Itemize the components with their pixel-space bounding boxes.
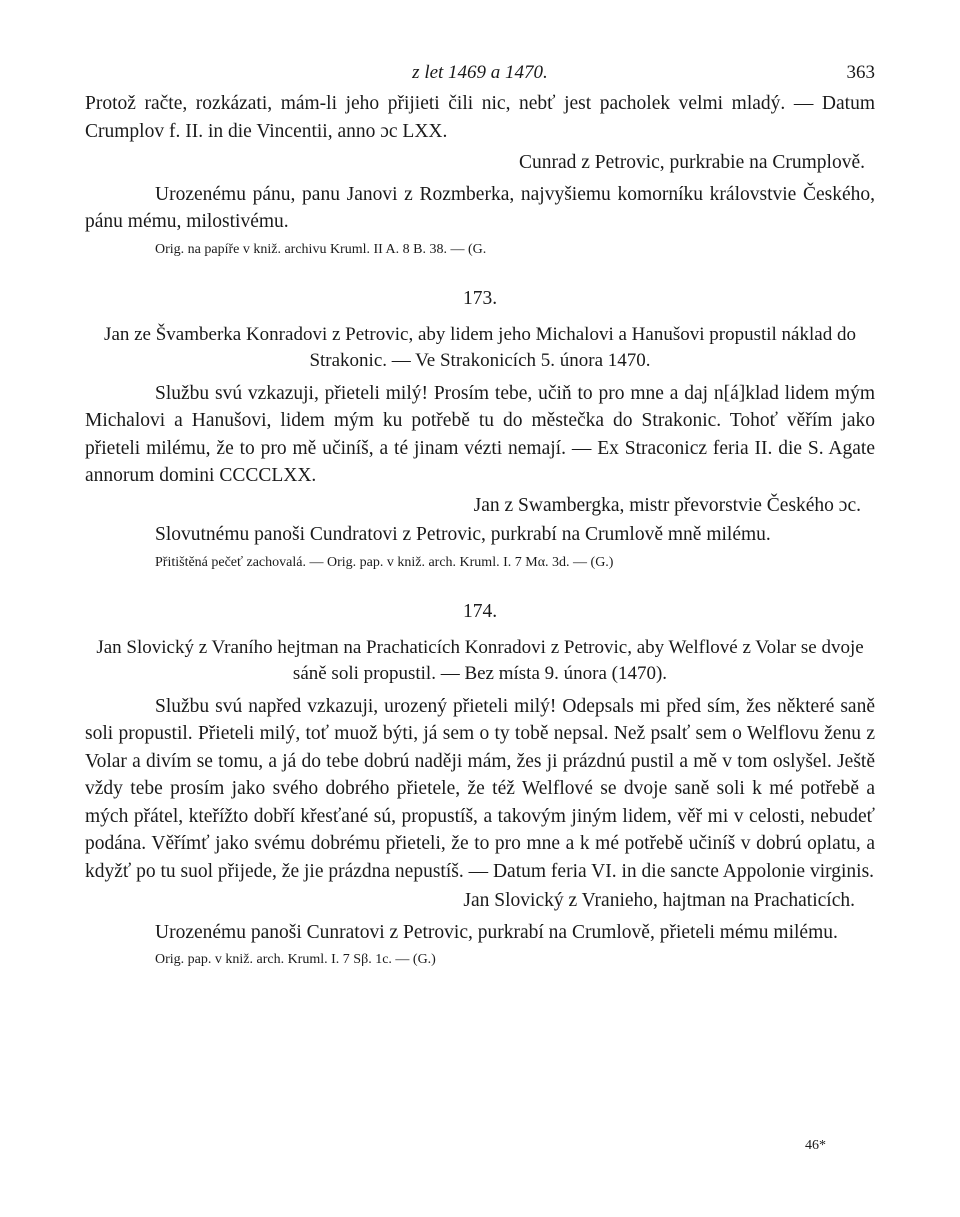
page-number: 363: [846, 62, 875, 83]
letter-paragraph: Službu svú napřed vzkazuji, urozený přieteli milý! Odepsals mi před sím, žes některé saně soli propustil. Přieteli milý, toť muož býti, já sem o ty tobě nepsal. Než psalť sem o Welflovu ženu z Volar a divím se tomu, a já do tebe dobrú naději mám, žes ji prázdnú pustil a mě v tom oslyšel. Ještě vždy tebe prosím jako svého dobrého přietele, že též Welflové se dvoje saně soli k mé potřebě a mých přátel, kteřížto dobří křesťané sú, propustíš, a takovým jiným lidem, věř mi v celosti, nebudeť podána. Věřímť jako svému dobrému přieteli, že to pro mne a k mé potřebě učiníš v dobrú oplatu, a kdyžť po tu suol přijede, že jie prázdna nepustíš. — Datum feria VI. in die sancte Appolonie virginis.: [85, 695, 875, 882]
document-173: [85, 288, 875, 573]
letter-paragraph: Protož račte, rozkázati, mám-li jeho přijieti čili nic, nebť jest pacholek velmi mladý. — Datum Crumplov f. II. in die Vincentii, anno ɔc LXX.: [85, 93, 875, 142]
document-number: 174.: [462, 600, 498, 622]
letter-signature: Jan z Swambergka, mistr převorstvie Českého ɔc.: [473, 494, 861, 516]
document-regest: Jan Slovický z Vraního hejtman na Prachaticích Konradovi z Petrovic, aby Welflové z Volar se dvoje sáně soli propustil. — Bez místa 9. února (1470).: [96, 636, 864, 684]
letter-signature: Jan Slovický z Vranieho, hajtman na Prachaticích.: [463, 890, 855, 911]
document-number: 173.: [462, 287, 498, 309]
source-note: Orig. na papíře v kniž. archivu Kruml. II A. 8 B. 38. — (G.: [155, 241, 487, 257]
running-title: z let 1469 a 1470.: [412, 62, 548, 83]
letter-address: Slovutnému panoši Cundratovi z Petrovic, purkrabí na Crumlově mně milému.: [155, 524, 771, 545]
document-172-tail: [85, 90, 875, 260]
letter-signature: Cunrad z Petrovic, purkrabie na Crumplově.: [518, 152, 865, 173]
letter-address: Urozenému panoši Cunratovi z Petrovic, purkrabí na Crumlově, přieteli mému milému.: [155, 921, 838, 943]
source-note: Přitištěná pečeť zachovalá. — Orig. pap. v kniž. arch. Kruml. I. 7 Mα. 3d. — (G.): [155, 554, 614, 570]
signature-mark: 46*: [805, 1138, 826, 1153]
document-174: [85, 601, 875, 971]
page-header: [85, 60, 875, 90]
letter-paragraph: Službu svú vzkazuji, přieteli milý! Prosím tebe, učiň to pro mne a daj n[á]klad lidem mým Michalovi a Hanušovi, lidem mým ku potřebě tu do městečka do Strakonic. Tohoť věřím jako přieteli milému, že to pro mě učiníš, a té jinam vézti nemají. — Ex Straconicz feria II. die S. Agate annorum domini CCCCLXX.: [85, 382, 875, 486]
document-page: [85, 60, 875, 970]
source-note: Orig. pap. v kniž. arch. Kruml. I. 7 Sβ. 1c. — (G.): [155, 952, 436, 967]
letter-address: Urozenému pánu, panu Janovi z Rozmberka, najvyšiemu komorníku královstvie Českého, pánu mému, milostivému.: [85, 183, 875, 232]
document-regest: Jan ze Švamberka Konradovi z Petrovic, aby lidem jeho Michalovi a Hanušovi propustil náklad do Strakonic. — Ve Strakonicích 5. února 1470.: [104, 323, 856, 371]
